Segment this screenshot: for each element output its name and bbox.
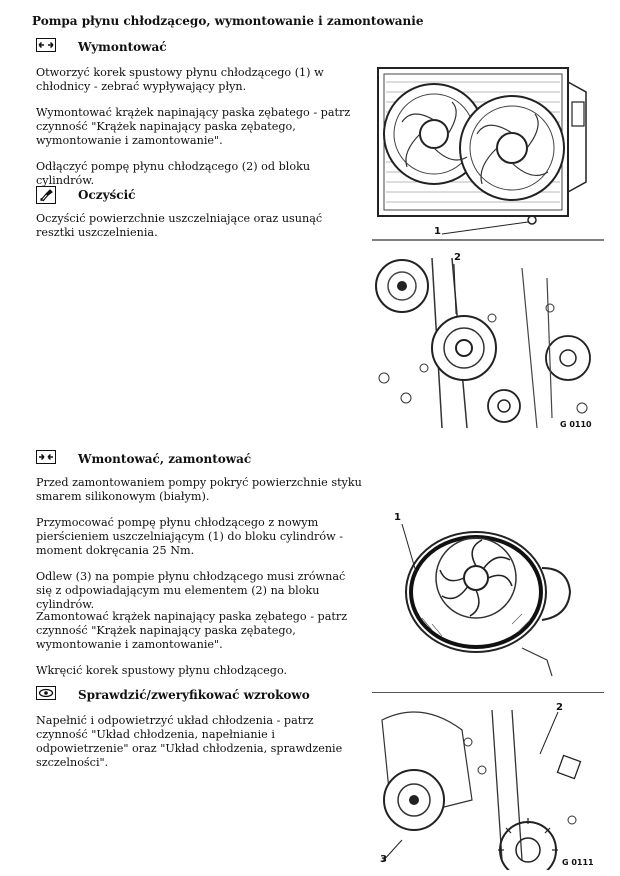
paragraph: Zamontować krążek napinający paska zębatego - patrz czynność "Krążek napinający paska zębatego, wymontowanie i zamontowanie". [36, 610, 348, 651]
figure-label: 2 [454, 252, 461, 263]
page-title: Pompa płynu chłodzącego, wymontowanie i zamontowanie [32, 14, 424, 28]
brush-icon [36, 186, 56, 204]
paragraph: Otworzyć korek spustowy płynu chłodzącego (1) w chłodnicy - zebrać wypływający płyn. [36, 66, 324, 93]
figure-code: G 0111 [562, 858, 594, 867]
paragraph: Oczyścić powierzchnie uszczelniające oraz usunąć resztki uszczelnienia. [36, 212, 323, 239]
water-pump-illustration [372, 508, 604, 678]
arrows-inward-icon [36, 450, 56, 464]
paragraph: Wkręcić korek spustowy płynu chłodzącego. [36, 664, 288, 677]
divider [372, 692, 604, 693]
radiator-illustration [372, 62, 604, 242]
section-heading-install: Wmontować, zamontować [78, 452, 252, 466]
figure-code: G 0110 [560, 420, 592, 429]
figure-label: 1 [394, 512, 401, 523]
figure-label: 2 [556, 702, 563, 713]
section-heading-remove: Wymontować [78, 40, 167, 54]
paragraph: Odlew (3) na pompie płynu chłodzącego musi zrównać się z odpowiadającym mu elementem (2) na bloku cylindrów. [36, 570, 346, 611]
paragraph: Przed zamontowaniem pompy pokryć powierzchnie styku smarem silikonowym (białym). [36, 476, 362, 503]
section-heading-inspect: Sprawdzić/zweryfikować wzrokowo [78, 688, 310, 702]
engine-pump-illustration [372, 248, 604, 434]
paragraph: Wymontować krążek napinający paska zębatego - patrz czynność "Krążek napinający paska zębatego, wymontowanie i zamontowanie". [36, 106, 351, 147]
paragraph: Przymocować pompę płynu chłodzącego z nowym pierścieniem uszczelniającym (1) do bloku cylindrów - moment dokręcania 25 Nm. [36, 516, 344, 557]
eye-icon [36, 686, 56, 700]
pump-mount-illustration [372, 700, 604, 870]
paragraph: Napełnić i odpowietrzyć układ chłodzenia - patrz czynność "Układ chłodzenia, napełnianie i odpowietrzenie" oraz "Układ chłodzenia, sprawdzenie szczelności". [36, 714, 343, 769]
figure-label: 3 [380, 854, 387, 865]
paragraph: Odłączyć pompę płynu chłodzącego (2) od bloku cylindrów. [36, 160, 311, 187]
section-heading-clean: Oczyścić [78, 188, 136, 202]
figure-label: 1 [434, 226, 441, 237]
arrows-outward-icon [36, 38, 56, 52]
